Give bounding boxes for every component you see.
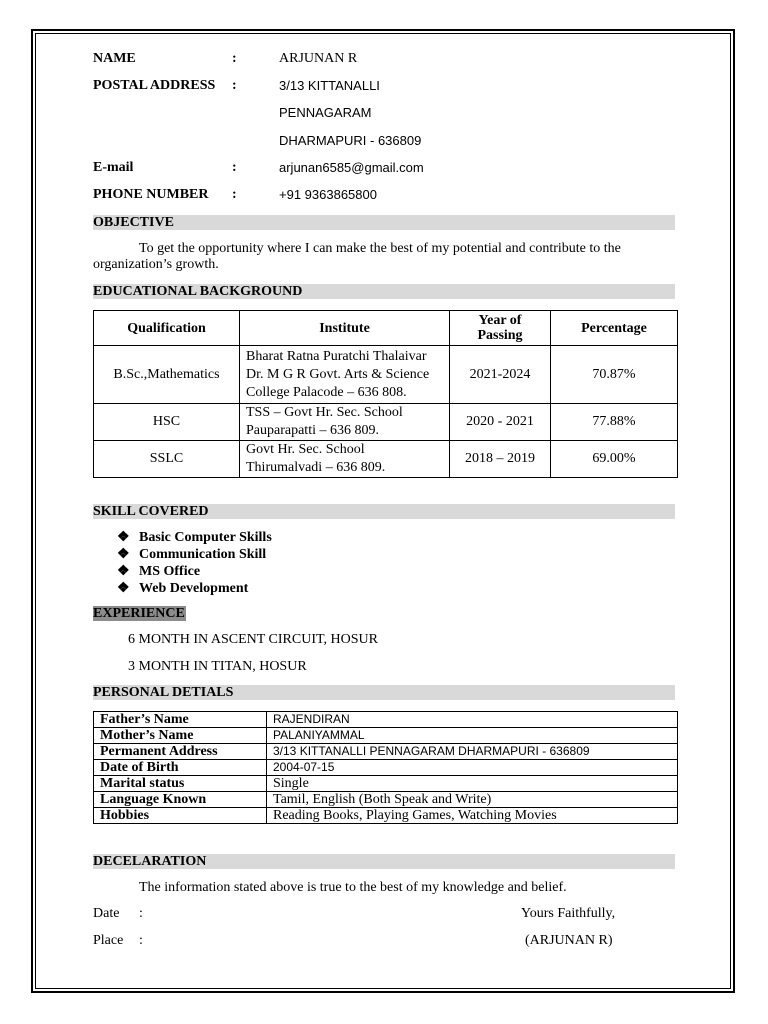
name-value: ARJUNAN R — [279, 51, 358, 66]
personal-value: PALANIYAMMAL — [267, 728, 678, 744]
skill-label: Communication Skill — [139, 547, 267, 562]
percentage-cell: 69.00% — [551, 441, 678, 478]
address-colon: : — [232, 78, 237, 93]
personal-value: 2004-07-15 — [267, 760, 678, 776]
table-row — [94, 728, 678, 744]
education-header-row — [94, 311, 678, 346]
year-cell: 2020 - 2021 — [450, 404, 551, 441]
objective-text-line-2: organization’s growth. — [93, 257, 219, 272]
personal-key: Father’s Name — [94, 712, 267, 728]
personal-key: Language Known — [94, 792, 267, 808]
header-year — [450, 311, 551, 346]
personal-table — [93, 711, 678, 824]
list-item — [117, 546, 266, 563]
qualification-cell: HSC — [94, 404, 240, 441]
email-colon: : — [232, 160, 237, 175]
email-value: arjunan6585@gmail.com — [279, 160, 424, 175]
header-year-text: Year of Passing — [477, 313, 523, 343]
phone-colon: : — [232, 187, 237, 202]
header-institute: Institute — [240, 311, 450, 346]
personal-value: RAJENDIRAN — [267, 712, 678, 728]
table-row — [94, 776, 678, 792]
personal-key: Permanent Address — [94, 744, 267, 760]
personal-key: Date of Birth — [94, 760, 267, 776]
personal-value: 3/13 KITTANALLI PENNAGARAM DHARMAPURI - 636809 — [267, 744, 678, 760]
personal-key: Mother’s Name — [94, 728, 267, 744]
address-label: POSTAL ADDRESS — [93, 78, 216, 93]
percentage-cell: 77.88% — [551, 404, 678, 441]
table-row — [94, 760, 678, 776]
table-row — [94, 404, 678, 441]
diamond-bullet-icon: ❖ — [117, 530, 130, 545]
institute-line: Pauparapatti – 636 809. — [246, 423, 379, 438]
place-colon: : — [139, 933, 143, 948]
institute-line: TSS – Govt Hr. Sec. School — [246, 405, 403, 420]
institute-cell — [240, 441, 450, 478]
skill-label: MS Office — [139, 564, 201, 579]
table-row — [94, 346, 678, 404]
experience-item-1: 6 MONTH IN ASCENT CIRCUIT, HOSUR — [128, 632, 378, 647]
closing-text: Yours Faithfully, — [521, 906, 616, 921]
personal-value: Reading Books, Playing Games, Watching Movies — [267, 808, 678, 824]
diamond-bullet-icon: ❖ — [117, 564, 130, 579]
table-row — [94, 712, 678, 728]
email-label: E-mail — [93, 160, 134, 175]
personal-key: Hobbies — [94, 808, 267, 824]
year-cell: 2018 – 2019 — [450, 441, 551, 478]
qualification-cell: B.Sc.,Mathematics — [94, 346, 240, 404]
declaration-text: The information stated above is true to the best of my knowledge and belief. — [139, 880, 567, 895]
skills-heading: SKILL COVERED — [93, 504, 675, 519]
personal-key: Marital status — [94, 776, 267, 792]
signature-text: (ARJUNAN R) — [525, 933, 613, 948]
list-item — [117, 529, 272, 546]
list-item — [117, 563, 200, 580]
name-colon: : — [232, 51, 237, 66]
date-colon: : — [139, 906, 143, 921]
percentage-cell: 70.87% — [551, 346, 678, 404]
personal-heading: PERSONAL DETIALS — [93, 685, 675, 700]
phone-value: +91 9363865800 — [279, 187, 377, 202]
address-line-2: PENNAGARAM — [279, 105, 372, 120]
header-percentage: Percentage — [551, 311, 678, 346]
skill-label: Basic Computer Skills — [139, 530, 272, 545]
phone-label: PHONE NUMBER — [93, 187, 209, 202]
name-label: NAME — [93, 51, 136, 66]
education-table — [93, 310, 678, 478]
qualification-cell: SSLC — [94, 441, 240, 478]
table-row — [94, 744, 678, 760]
institute-cell — [240, 346, 450, 404]
experience-item-2: 3 MONTH IN TITAN, HOSUR — [128, 659, 307, 674]
objective-heading: OBJECTIVE — [93, 215, 675, 230]
institute-line: Dr. M G R Govt. Arts & Science — [246, 366, 430, 382]
address-line-1: 3/13 KITTANALLI — [279, 78, 380, 93]
institute-cell — [240, 404, 450, 441]
table-row — [94, 808, 678, 824]
institute-line: Bharat Ratna Puratchi Thalaivar — [246, 348, 427, 364]
education-heading: EDUCATIONAL BACKGROUND — [93, 284, 675, 299]
declaration-heading: DECELARATION — [93, 854, 675, 869]
list-item — [117, 580, 248, 597]
diamond-bullet-icon: ❖ — [117, 547, 130, 562]
place-label: Place — [93, 933, 124, 948]
institute-line: College Palacode – 636 808. — [246, 384, 407, 400]
skill-label: Web Development — [139, 581, 249, 596]
address-line-3: DHARMAPURI - 636809 — [279, 133, 422, 148]
institute-line: Thirumalvadi – 636 809. — [246, 460, 386, 475]
date-label: Date — [93, 906, 120, 921]
objective-text-line-1: To get the opportunity where I can make the best of my potential and contribute to the — [139, 241, 621, 256]
personal-value: Single — [267, 776, 678, 792]
table-row — [94, 792, 678, 808]
experience-heading: EXPERIENCE — [93, 606, 185, 621]
year-cell: 2021-2024 — [450, 346, 551, 404]
diamond-bullet-icon: ❖ — [117, 581, 130, 596]
table-row — [94, 441, 678, 478]
header-qualification: Qualification — [94, 311, 240, 346]
institute-line: Govt Hr. Sec. School — [246, 442, 365, 457]
personal-value: Tamil, English (Both Speak and Write) — [267, 792, 678, 808]
